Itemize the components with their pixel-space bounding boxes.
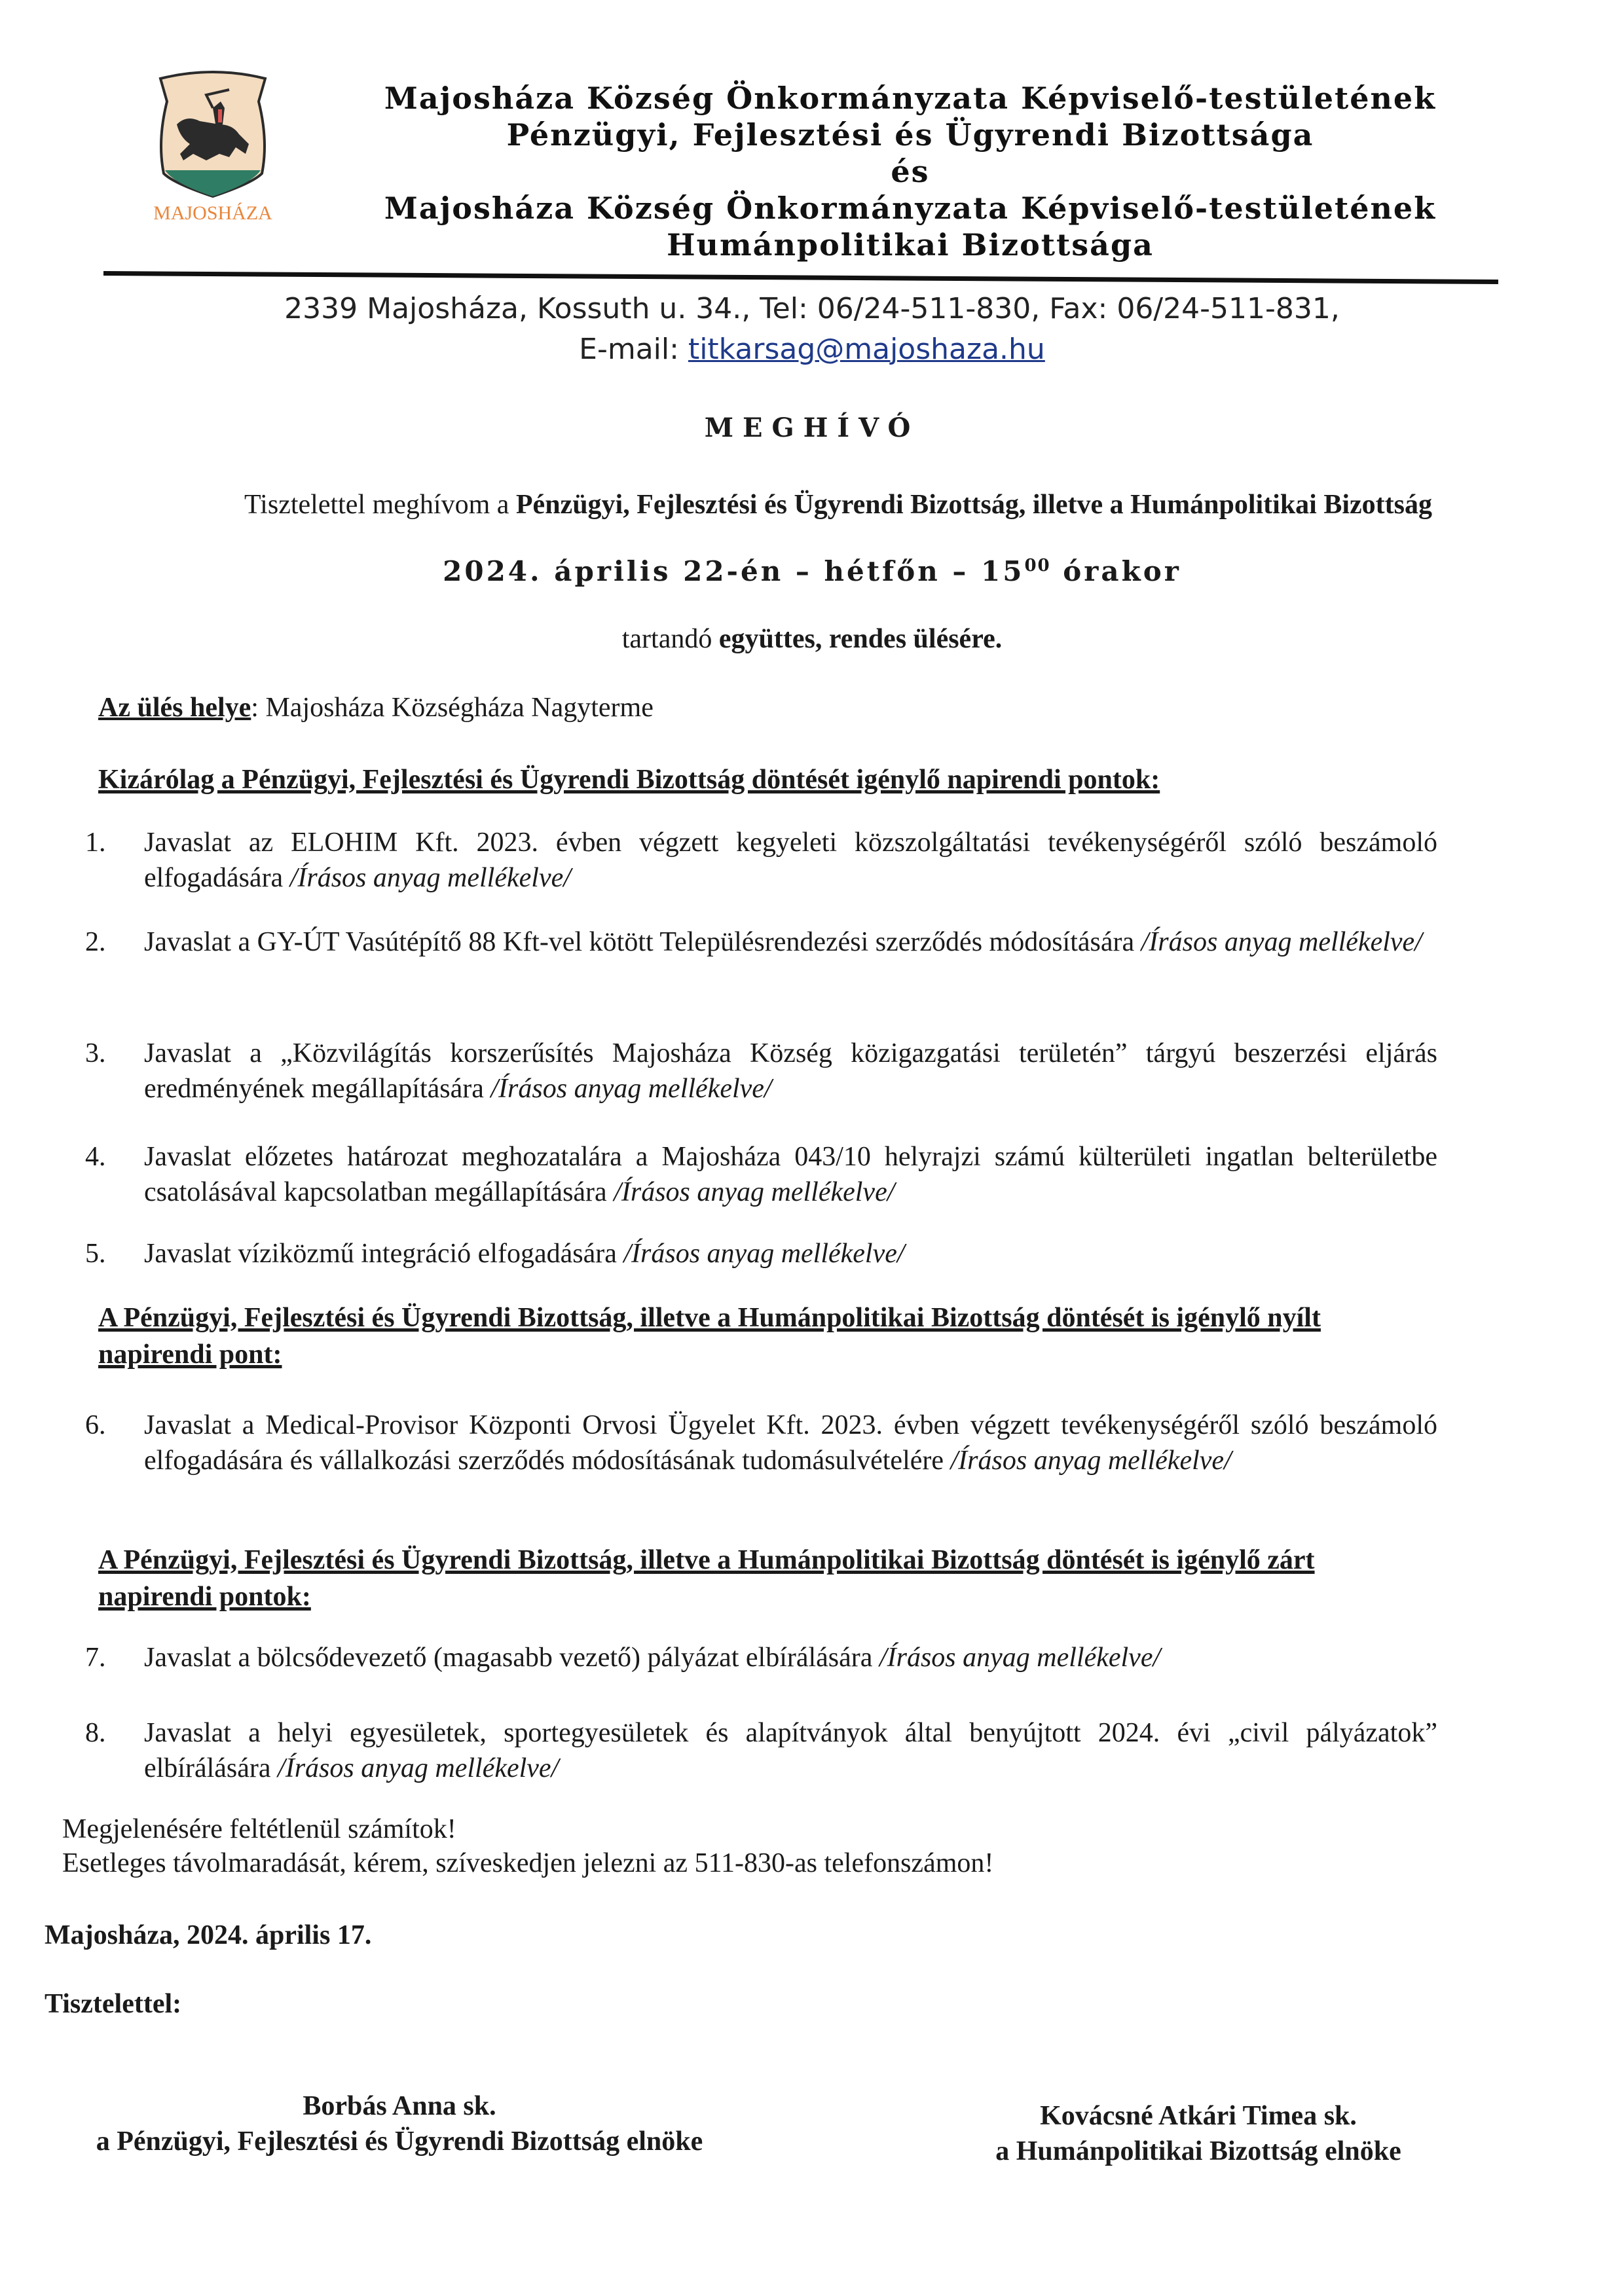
agenda-item [75, 1715, 1437, 1786]
signature-block-hr-chair [930, 2098, 1467, 2169]
closing-line-absence: Esetleges távolmaradását, kérem, szíveskedjen jelezni az 511-830-as telefonszámon! [62, 1848, 994, 1878]
email-link[interactable]: titkarsag@majoshaza.hu [688, 333, 1045, 366]
crest-label: MAJOSHÁZA [153, 202, 272, 224]
header-line-2: Pénzügyi, Fejlesztési és Ügyrendi Bizottsága [506, 117, 1314, 153]
agenda-item [75, 1139, 1437, 1210]
header-divider [103, 271, 1498, 284]
agenda-item-text: Javaslat a GY-ÚT Vasútépítő 88 Kft-vel kötött Településrendezési szerződés módosítására [144, 927, 1141, 957]
agenda-item-text: Javaslat előzetes határozat meghozatalára a Majosháza 043/10 helyrajzi számú külterületi ingatlan belterületbe csatolásával kapcsolatban megállapítására [144, 1142, 1437, 1207]
meeting-date [0, 555, 1624, 587]
agenda-item-number: 7. [85, 1643, 106, 1673]
invitation-sentence [164, 488, 1513, 522]
signatory-role: a Pénzügyi, Fejlesztési és Ügyrendi Bizottság elnöke [96, 2126, 703, 2157]
closing-line-attendance: Megjelenésére feltétlenül számítok! [62, 1814, 456, 1844]
signatory-name: Kovácsné Atkári Timea sk. [1040, 2101, 1357, 2131]
agenda-item-attachment: /Írásos anyag mellékelve/ [950, 1446, 1232, 1476]
invitation-committees: Pénzügyi, Fejlesztési és Ügyrendi Bizottság, illetve a Humánpolitikai Bizottság [515, 490, 1432, 520]
signature-block-finance-chair [39, 2088, 760, 2159]
contact-email-line [262, 333, 1362, 366]
agenda-item-number: 8. [85, 1718, 106, 1748]
agenda-item-number: 2. [85, 927, 106, 957]
place-and-date: Majosháza, 2024. április 17. [45, 1920, 372, 1950]
agenda-item [75, 825, 1437, 896]
agenda-item-attachment: /Írásos anyag mellékelve/ [490, 1074, 772, 1104]
agenda-item-attachment: /Írásos anyag mellékelve/ [623, 1239, 905, 1269]
signatory-role: a Humánpolitikai Bizottság elnöke [995, 2136, 1401, 2166]
meeting-type [0, 622, 1624, 656]
agenda-item-text: Javaslat a bölcsődevezető (magasabb vezető) pályázat elbírálására [144, 1643, 879, 1673]
signatory-name: Borbás Anna sk. [303, 2091, 496, 2121]
meeting-type-bold: együttes, rendes ülésére. [718, 624, 1003, 654]
email-label: E-mail: [579, 333, 679, 366]
municipal-crest-logo [147, 62, 278, 226]
agenda-item-text: Javaslat a Medical-Provisor Központi Orvosi Ügyelet Kft. 2023. évben végzett tevékenységéről szóló beszámoló elfogadására és vállalkozási szerződés módosításának tudomásulvételére [144, 1410, 1437, 1476]
meeting-time-minutes: 00 [1024, 556, 1051, 575]
agenda-section-heading: A Pénzügyi, Fejlesztési és Ügyrendi Bizottság, illetve a Humánpolitikai Bizottság döntését is igénylő zárt napirendi pontok: [98, 1545, 1315, 1612]
agenda-item-text: Javaslat a helyi egyesületek, sportegyesületek és alapítványok által benyújtott 2024. évi „civil pályázatok” elbírálására [144, 1718, 1437, 1783]
meeting-date-main: 2024. április 22-én – hétfőn – 15 [443, 555, 1025, 587]
invitation-prefix: Tisztelettel meghívom a [244, 490, 516, 520]
agenda-item-attachment: /Írásos anyag mellékelve/ [614, 1177, 895, 1207]
meeting-type-prefix: tartandó [621, 624, 719, 654]
agenda-section-heading: Kizárólag a Pénzügyi, Fejlesztési és Ügyrendi Bizottság döntését igénylő napirendi pontok: [98, 765, 1160, 795]
venue-label: Az ülés helye [98, 693, 251, 723]
agenda-item-number: 3. [85, 1038, 106, 1068]
agenda-item [75, 1036, 1437, 1106]
regards: Tisztelettel: [45, 1989, 182, 2019]
agenda-section-heading: A Pénzügyi, Fejlesztési és Ügyrendi Bizottság, illetve a Humánpolitikai Bizottság döntését is igénylő nyílt napirendi pont: [98, 1303, 1321, 1370]
rider-cloak [218, 109, 222, 122]
agenda-item [75, 1640, 1437, 1675]
agenda-item [75, 924, 1437, 960]
contact-address: 2339 Majosháza, Kossuth u. 34., Tel: 06/24-511-830, Fax: 06/24-511-831, [284, 292, 1340, 325]
issuer-header [380, 80, 1441, 263]
agenda-item-attachment: /Írásos anyag mellékelve/ [1141, 927, 1422, 957]
header-line-1: Majosháza Község Önkormányzata Képviselő-testületének [384, 81, 1437, 116]
agenda-item-attachment: /Írásos anyag mellékelve/ [289, 863, 571, 893]
agenda-item-text: Javaslat a „Közvilágítás korszerűsítés Majosháza Község közigazgatási területén” tárgyú beszerzési eljárás eredményének megállapítására [144, 1038, 1437, 1104]
agenda-item-number: 4. [85, 1142, 106, 1172]
agenda-item [75, 1408, 1437, 1478]
agenda-item-attachment: /Írásos anyag mellékelve/ [278, 1753, 559, 1783]
agenda-item-number: 1. [85, 828, 106, 858]
agenda-item-number: 6. [85, 1410, 106, 1440]
agenda-item-text: Javaslat víziközmű integráció elfogadására [144, 1239, 624, 1269]
agenda-item-attachment: /Írásos anyag mellékelve/ [879, 1643, 1161, 1673]
header-line-3: és [891, 154, 930, 189]
agenda-item-text: Javaslat az ELOHIM Kft. 2023. évben végzett kegyeleti közszolgáltatási tevékenységéről szóló beszámoló elfogadására [144, 828, 1437, 893]
meeting-venue [98, 691, 654, 725]
meeting-date-suffix: órakor [1050, 555, 1181, 587]
header-line-5: Humánpolitikai Bizottsága [667, 227, 1154, 263]
agenda-item [75, 1236, 1437, 1271]
agenda-item-number: 5. [85, 1239, 106, 1269]
header-line-4: Majosháza Község Önkormányzata Képviselő-testületének [384, 191, 1437, 226]
document-title: MEGHÍVÓ [704, 412, 920, 443]
venue-value: : Majosháza Községháza Nagyterme [251, 693, 654, 723]
